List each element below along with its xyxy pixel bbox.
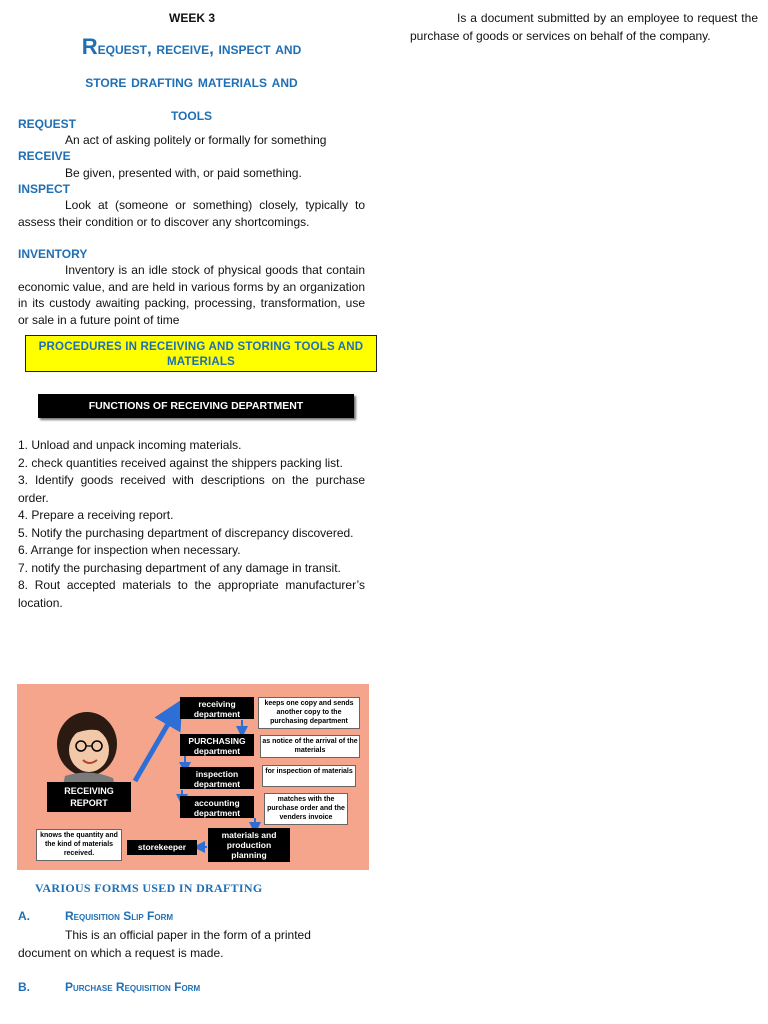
list-item: 2. check quantities received against the shippers packing list. [18, 455, 343, 470]
list-item: 3. Identify goods received with descriptions on the purchase order. [18, 473, 365, 505]
procedures-banner: PROCEDURES IN RECEIVING AND STORING TOOLS AND MATERIALS [25, 335, 377, 372]
receiving-department-box: receiving department [180, 697, 254, 719]
title-line-3: tools [170, 105, 213, 124]
inspection-department-box: inspection department [180, 767, 254, 789]
definition-inventory: Inventory is an idle stock of physical goods that contain economic value, and are held in various forms by an organization in its custody awaiting packing, processing, transformation, use or sale in a future point of time [18, 263, 365, 327]
title-first-letter: R [81, 34, 98, 59]
functions-header: FUNCTIONS OF RECEIVING DEPARTMENT [38, 394, 354, 418]
form-title-a: Requisition Slip Form [65, 909, 174, 923]
arrow-report-to-receiving [135, 712, 175, 781]
purchasing-department-box: PURCHASING department [180, 734, 254, 756]
title-line-1: equest, receive, inspect and [97, 39, 302, 58]
storekeeper-note: knows the quantity and the kind of materials received. [36, 829, 122, 861]
form-letter-b: B. [18, 980, 30, 994]
receiving-flow-diagram [17, 684, 369, 870]
list-item: 5. Notify the purchasing department of discrepancy discovered. [18, 525, 354, 540]
receiving-report-box: RECEIVING REPORT [47, 782, 131, 812]
term-receive: RECEIVE [18, 149, 71, 163]
materials-planning-box: materials and production planning [208, 828, 290, 862]
list-item: 8. Rout accepted materials to the appropriate manufacturer’s location. [18, 578, 365, 610]
list-item: 4. Prepare a receiving report. [18, 508, 174, 522]
definition-request: An act of asking politely or formally for something [65, 133, 327, 147]
accounting-note: matches with the purchase order and the venders invoice [264, 793, 348, 825]
form-description-a: This is an official paper in the form of a printed document on which a request is made. [18, 928, 311, 960]
term-inspect: INSPECT [18, 182, 71, 196]
page-title [18, 30, 365, 131]
steps-list [18, 437, 365, 612]
definition-inspect: Look at (someone or something) closely, typically to assess their condition or to discover any shortcomings. [18, 198, 365, 229]
list-item: 1. Unload and unpack incoming materials. [18, 438, 242, 452]
form-title-b: Purchase Requisition Form [65, 980, 201, 994]
term-request: REQUEST [18, 117, 77, 131]
various-forms-heading: VARIOUS FORMS USED IN DRAFTING [35, 881, 263, 895]
week-label: WEEK 3 [169, 11, 216, 25]
storekeeper-box: storekeeper [127, 840, 197, 855]
right-column-paragraph: Is a document submitted by an employee to request the purchase of goods or services on behalf of the company. [410, 11, 758, 43]
purchasing-note: as notice of the arrival of the materials [260, 735, 360, 758]
form-letter-a: A. [18, 909, 30, 923]
receiving-note: keeps one copy and sends another copy to the purchasing department [258, 697, 360, 729]
accounting-department-box: accounting department [180, 796, 254, 818]
inspection-note: for inspection of materials [262, 765, 356, 787]
term-inventory: INVENTORY [18, 247, 88, 261]
definition-receive: Be given, presented with, or paid something. [65, 166, 302, 180]
title-line-2: store drafting materials and [85, 72, 298, 91]
list-item: 6. Arrange for inspection when necessary. [18, 543, 241, 557]
list-item: 7. notify the purchasing department of any damage in transit. [18, 560, 341, 575]
